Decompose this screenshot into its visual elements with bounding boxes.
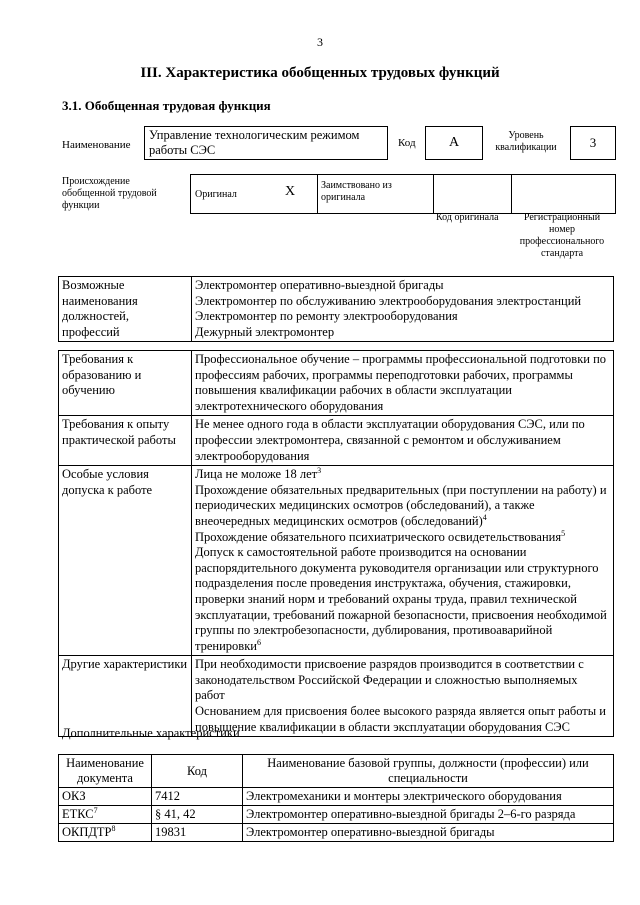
requirements-table [58, 350, 614, 737]
original-mark: X [285, 184, 296, 199]
positions-label: Возможные наименования должностей, профессий [59, 277, 192, 342]
code-value: A [425, 126, 483, 160]
header-group-name: Наименование базовой группы, должности (профессии) или специальности [243, 755, 614, 788]
positions-list [192, 277, 614, 342]
level-label: Уровень квалификации [495, 130, 557, 153]
code-label: Код [398, 137, 416, 149]
other-item: Основанием для присвоения более высокого разряда является опыт работы и повышение квалификации в области эксплуатации оборудования СЭС [195, 704, 606, 734]
code-cell: § 41, 42 [152, 806, 243, 824]
original-code-caption: Код оригинала [436, 212, 499, 223]
group-name-cell: Электромеханики и монтеры электрического оборудования [243, 788, 614, 806]
doc-cell: ОКЗ [59, 788, 152, 806]
table-row [59, 788, 614, 806]
section-title: III. Характеристика обобщенных трудовых функций [140, 65, 500, 81]
code-cell: 7412 [152, 788, 243, 806]
borrowed-label: Заимствовано из оригинала [321, 180, 392, 203]
subsection-title: 3.1. Обобщенная трудовая функция [62, 98, 271, 113]
additional-table [58, 754, 614, 842]
condition-item: Допуск к самостоятельной работе производится на основании распорядительного документа руководителя организации или структурного подразделения после проведения инструктажа, обучения, стажировки, проверки знаний норм и требований охраны труда, правил технической эксплуатации, требований пожарной безопасности, присвоения необходимой группы по электробезопасности, дублирования, противоаварийной тренировки$^6$ [195, 545, 607, 653]
experience-label: Требования к опыту практической работы [59, 416, 192, 466]
condition-item: Прохождение обязательных предварительных (при поступлении на работу) и периодических медицинских осмотров (обследований), а также внеочередных медицинских осмотров (обследований)$^4$ [195, 482, 607, 528]
condition-item: Лица не моложе 18 лет$^3$ [195, 466, 322, 482]
positions-table [58, 276, 614, 342]
doc-cell: ОКПДТР$^8$ [59, 824, 152, 842]
footnote-ref: 3 [317, 466, 322, 475]
other-item: При необходимости присвоение разрядов производится в соответствии с законодательством Российской Федерации и сложностью выполняемых работ [195, 657, 584, 703]
position-item: Электромонтер оперативно-выездной бригады [195, 278, 444, 292]
additional-title: Дополнительные характеристики [62, 726, 240, 740]
name-label: Наименование [62, 139, 131, 151]
footnote-ref: 5 [561, 528, 566, 538]
table-row [59, 806, 614, 824]
condition-item: Прохождение обязательного психиатрического освидетельствования$^5$ [195, 528, 566, 544]
experience-text: Не менее одного года в области эксплуатации оборудования СЭС, или по профессии электромонтера, связанной с ремонтом и обслуживанием электрооборудования [192, 416, 614, 466]
code-cell: 19831 [152, 824, 243, 842]
header-document: Наименование документа [59, 755, 152, 788]
group-name-cell: Электромонтер оперативно-выездной бригады [243, 824, 614, 842]
education-label: Требования к образованию и обучению [59, 351, 192, 416]
original-label: Оригинал [195, 189, 237, 200]
education-text: Профессиональное обучение – программы профессиональной подготовки по профессиям рабочих, программы переподготовки рабочих, программы повышения квалификации рабочих в области эксплуатации электротехнического оборудования [192, 351, 614, 416]
level-value: 3 [570, 126, 616, 160]
other-label: Другие характеристики [59, 656, 192, 737]
name-value: Управление технологическим режимом работы СЭС [144, 126, 388, 160]
origin-label: Происхождение обобщенной трудовой функции [62, 176, 157, 211]
page-number: 3 [317, 35, 323, 49]
footnote-ref: 6 [256, 637, 261, 647]
position-item: Дежурный электромонтер [195, 324, 335, 339]
footnote-ref: 8 [111, 823, 116, 833]
footnote-ref: 4 [482, 512, 487, 522]
conditions-label: Особые условия допуска к работе [59, 466, 192, 656]
doc-cell: ЕТКС$^7$ [59, 806, 152, 824]
other-list [192, 656, 614, 737]
footnote-ref: 7 [93, 805, 98, 815]
group-name-cell: Электромонтер оперативно-выездной бригады 2–6-го разряда [243, 806, 614, 824]
position-item: Электромонтер по обслуживанию электрооборудования электростанций [195, 293, 582, 308]
header-code: Код [152, 755, 243, 788]
conditions-list [192, 466, 614, 656]
position-item: Электромонтер по ремонту электрооборудования [195, 309, 458, 324]
table-row [59, 824, 614, 842]
reg-number-caption: Регистрационный номер профессионального стандарта [519, 212, 605, 259]
